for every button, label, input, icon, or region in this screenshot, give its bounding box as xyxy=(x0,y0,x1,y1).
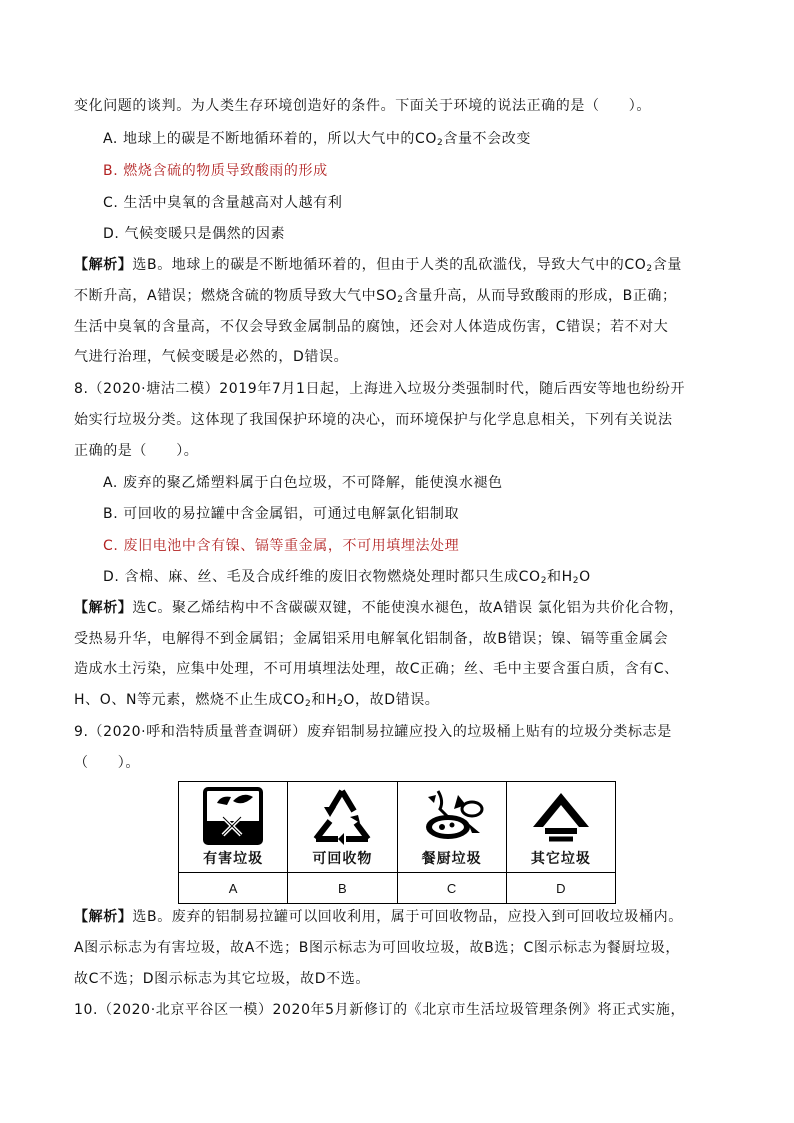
q10-stem-line-1: 10.（2020·北京平谷区一模）2020年5月新修订的《北京市生活垃圾管理条例》将正式实施， xyxy=(74,1002,686,1018)
sign-label-recyclable: 可回收物 xyxy=(312,851,373,867)
q8-stem-line-3: 正确的是（ ）。 xyxy=(74,443,199,459)
q8-option-c-correct: C. 废旧电池中含有镍、镉等重金属，不可用填埋法处理 xyxy=(103,538,460,554)
q8-analysis-line-3: 造成水土污染，应集中处理，不可用填埋法处理，故C正确；丝、毛中主要含蛋白质，含有C、 xyxy=(74,661,679,677)
sign-cell-recyclable xyxy=(288,782,397,873)
sign-label-other: 其它垃圾 xyxy=(530,851,591,867)
sign-cell-other xyxy=(506,782,615,873)
sign-letter-a: A xyxy=(179,873,288,904)
q9-stem-line-2: （ ）。 xyxy=(74,755,140,771)
sign-letter-c: C xyxy=(397,873,506,904)
q8-stem-line-2: 始实行垃圾分类。这体现了我国保护环境的决心，而环境保护与化学息息相关，下列有关说法 xyxy=(74,412,673,428)
q7-option-d: D. 气候变暖只是偶然的因素 xyxy=(103,226,286,242)
q9-analysis-line-2: A图示标志为有害垃圾，故A不选；B图示标志为可回收垃圾，故B选；C图示标志为餐厨垃圾， xyxy=(74,940,680,956)
sign-label-hazardous: 有害垃圾 xyxy=(203,851,264,867)
q7-analysis-line-1: 【解析】选B。地球上的碳是不断地循环着的，但由于人类的乱砍滥伐，导致大气中的$CO_2$含量 xyxy=(74,257,682,274)
q9-analysis-line-1: 【解析】选B。废弃的铝制易拉罐可以回收利用，属于可回收物品，应投入到可回收垃圾桶内。 xyxy=(74,909,683,925)
sign-letter-d: D xyxy=(506,873,615,904)
q9-stem-line-1: 9.（2020·呼和浩特质量普查调研）废弃铝制易拉罐应投入的垃圾桶上贴有的垃圾分类标志是 xyxy=(74,724,672,740)
other-waste-icon xyxy=(523,787,599,845)
q8-analysis-line-2: 受热易升华，电解得不到金属铝；金属铝采用电解氧化铝制备，故B错误；镍、镉等重金属会 xyxy=(74,631,669,647)
q8-option-a: A. 废弃的聚乙烯塑料属于白色垃圾，不可降解，能使溴水褪色 xyxy=(103,475,503,491)
q7-analysis-line-3: 生活中臭氧的含量高，不仅会导致金属制品的腐蚀，还会对人体造成伤害，C错误；若不对大 xyxy=(74,319,669,335)
q7-option-c: C. 生活中臭氧的含量越高对人越有利 xyxy=(103,195,343,211)
hazardous-waste-icon xyxy=(195,787,271,845)
kitchen-waste-icon xyxy=(414,787,490,845)
q8-analysis-line-1: 【解析】选C。聚乙烯结构中不含碳碳双键，不能使溴水褪色，故A错误 氯化铝为共价化合物， xyxy=(74,600,684,616)
q8-analysis-line-4: H、O、N等元素，燃烧不止生成$CO_2$和$H_2O$，故D错误。 xyxy=(74,692,440,709)
q7-option-b-correct: B. 燃烧含硫的物质导致酸雨的形成 xyxy=(103,163,328,179)
sign-cell-hazardous xyxy=(179,782,288,873)
sign-cell-kitchen xyxy=(397,782,506,873)
q7-analysis-line-2: 不断升高，A错误；燃烧含硫的物质导致大气中$SO_2$含量升高，从而导致酸雨的形成，B正确； xyxy=(74,288,677,305)
q9-analysis-line-3: 故C不选；D图示标志为其它垃圾，故D不选。 xyxy=(74,971,370,987)
q7-option-a: A. 地球上的碳是不断地循环着的，所以大气中的$CO_2$含量不会改变 xyxy=(103,131,531,148)
q8-option-d: D. 含棉、麻、丝、毛及合成纤维的废旧衣物燃烧处理时都只生成$CO_2$和$H_2O$ xyxy=(103,569,591,586)
q8-option-b: B. 可回收的易拉罐中含金属铝，可通过电解氯化铝制取 xyxy=(103,506,460,522)
q7-analysis-line-4: 气进行治理，气候变暖是必然的，D错误。 xyxy=(74,349,349,365)
q7-stem-line: 变化问题的谈判。为人类生存环境创造好的条件。下面关于环境的说法正确的是（ ）。 xyxy=(74,98,651,114)
sign-label-kitchen: 餐厨垃圾 xyxy=(421,851,482,867)
sign-letter-b: B xyxy=(288,873,397,904)
recycle-icon xyxy=(304,787,380,845)
q8-stem-line-1: 8.（2020·塘沽二模）2019年7月1日起，上海进入垃圾分类强制时代，随后西安等地也纷纷开 xyxy=(74,381,686,397)
waste-sign-table xyxy=(178,781,616,904)
